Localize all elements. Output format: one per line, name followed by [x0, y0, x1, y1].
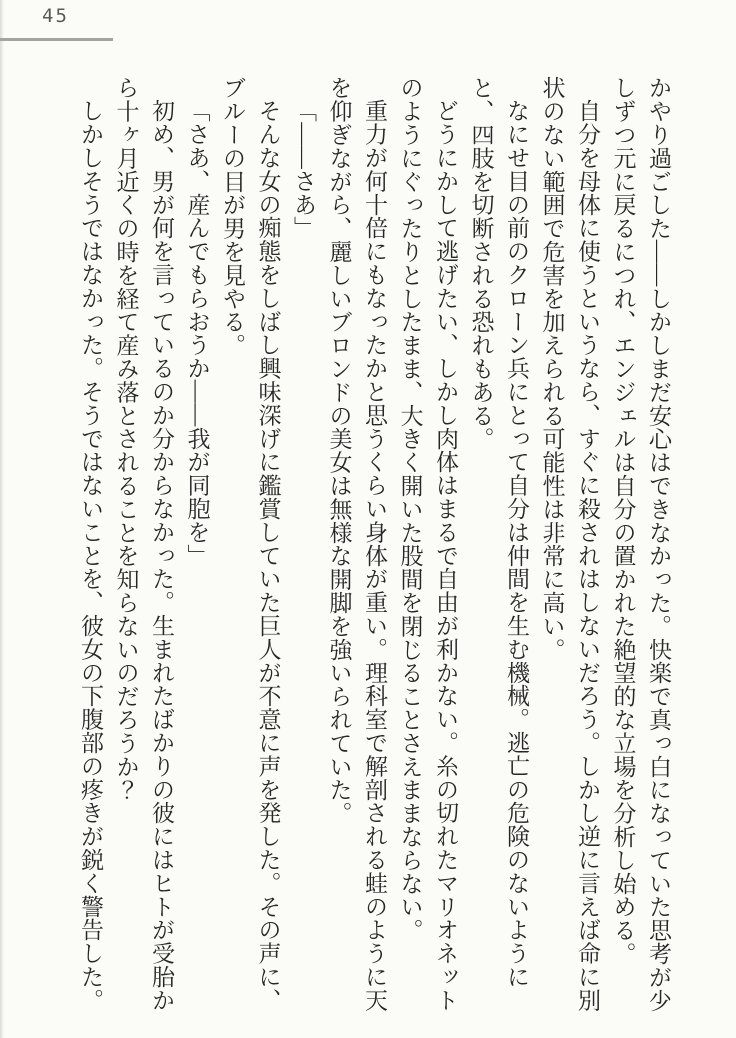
paragraph: 自分を母体に使うというなら、すぐに殺されはしないだろう。しかし逆に言えば命に別状のない範囲で危害を加えられる可能性は非常に高い。: [539, 76, 600, 1012]
paragraph: どうにかして逃げたい、しかし肉体はまるで自由が利かない。糸の切れたマリオネットのようにぐったりとしたまま、大きく開いた股間を閉じることさえままならない。: [397, 76, 458, 1012]
page-number: 45: [42, 5, 69, 27]
paragraph: 初め、男が何を言っているのか分からなかった。生まれたばかりの彼にはヒトが受胎から十ヶ月近くの時を経て産み落とされることを知らないのだろうか？: [113, 76, 174, 1012]
page-edge-shadow: [0, 0, 4, 1038]
novel-text-block: [73, 76, 677, 1014]
paragraph: かやり過ごした――しかしまだ安心はできなかった。快楽で真っ白になっていた思考が少しずつ元に戻るにつれ、エンジェルは自分の置かれた絶望的な立場を分析し始める。: [610, 76, 671, 1012]
dialogue-paragraph: 「――さあ」: [291, 99, 316, 240]
dialogue-paragraph: 「さあ、産んでもらおうか――我が同胞を」: [184, 99, 210, 567]
paragraph: なにせ目の前のクローン兵にとって自分は仲間を生む機械。逃亡の危険のないようにと、四肢を切断される恐れもある。: [468, 76, 529, 989]
paragraph: しかしそうではなかった。そうではないことを、彼女の下腹部の疼きが鋭く警告した。: [78, 99, 103, 1012]
paragraph: そんな女の痴態をしばし興味深げに鑑賞していた巨人が不意に声を発した。その声に、ブルーの目が男を見やる。: [220, 76, 281, 1012]
page-number-rule: [0, 38, 113, 41]
paragraph: 重力が何十倍にもなったかと思うくらい身体が重い。理科室で解剖される蛙のように天を仰ぎながら、麗しいブロンドの美女は無様な開脚を強いられていた。: [326, 76, 387, 1012]
